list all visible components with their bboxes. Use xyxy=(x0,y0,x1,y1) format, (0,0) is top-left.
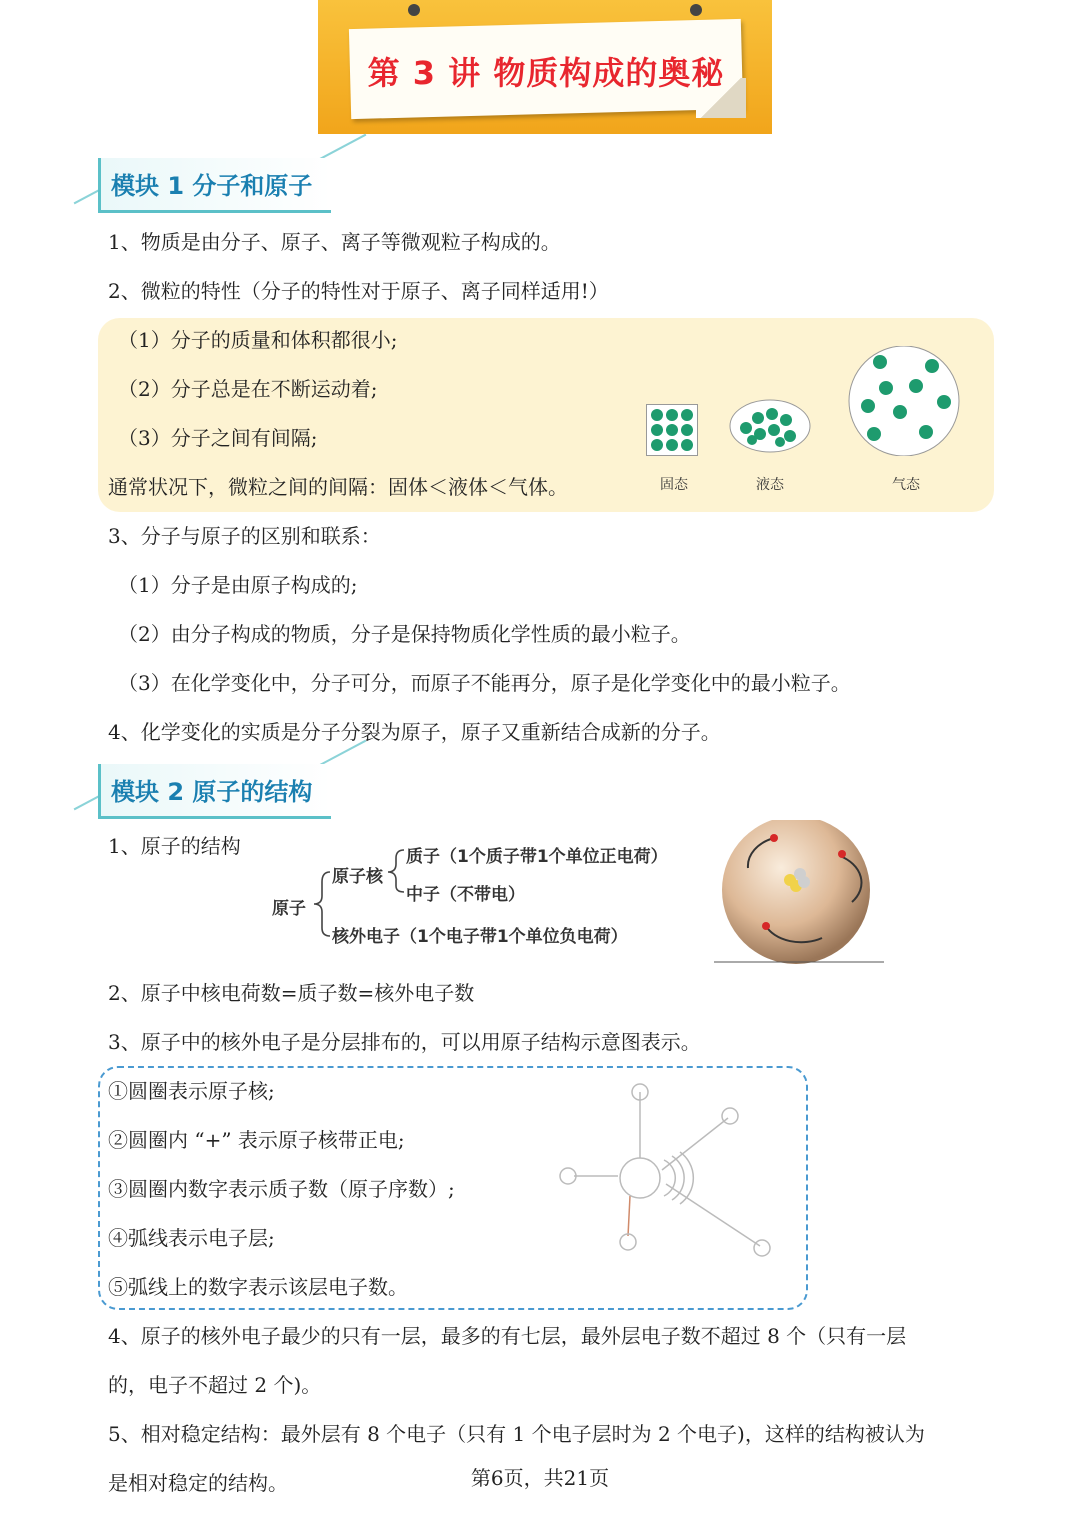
atom-label: 原子 xyxy=(272,899,306,919)
text-line: ④弧线表示电子层; xyxy=(108,1226,275,1250)
text-line: （2）由分子构成的物质，分子是保持物质化学性质的最小粒子。 xyxy=(118,622,691,646)
text-line: 2、微粒的特性（分子的特性对于原子、离子同样适用!） xyxy=(108,279,609,303)
solid-state-figure xyxy=(646,404,698,456)
gas-state-figure xyxy=(846,346,962,456)
solid-molecules xyxy=(647,405,697,455)
pin-icon xyxy=(690,4,702,16)
liquid-label: 液态 xyxy=(756,477,784,493)
text-line: 4、原子的核外电子最少的只有一层，最多的有七层，最外层电子数不超过 8 个（只有一层 xyxy=(108,1324,907,1348)
module-2-title: 模块 2 原子的结构 xyxy=(111,778,313,806)
atom-model-illustration xyxy=(708,820,888,976)
text-line: 3、原子中的核外电子是分层排布的，可以用原子结构示意图表示。 xyxy=(108,1030,701,1054)
text-line: （3）分子之间有间隔; xyxy=(118,426,318,450)
module-2-header xyxy=(98,764,331,819)
module-1-header xyxy=(98,158,331,213)
nucleus-label: 原子核 xyxy=(332,867,383,887)
neutron-label: 中子（不带电） xyxy=(406,885,525,905)
text-line: 5、相对稳定结构：最外层有 8 个电子（只有 1 个电子层时为 2 个电子)，这样的结构被认为 xyxy=(108,1422,925,1446)
liquid-state-figure xyxy=(728,398,812,454)
text-line: 4、化学变化的实质是分子分裂为原子，原子又重新结合成新的分子。 xyxy=(108,720,721,744)
module-1-title: 模块 1 分子和原子 xyxy=(111,172,313,200)
text-line: 3、分子与原子的区别和联系： xyxy=(108,524,381,548)
text-line: 1、物质是由分子、原子、离子等微观粒子构成的。 xyxy=(108,230,561,254)
text-line: ②圆圈内 “+” 表示原子核带正电; xyxy=(108,1128,405,1152)
page-title: 第 3 讲 物质构成的奥秘 xyxy=(367,54,725,92)
text-line: （1）分子是由原子构成的; xyxy=(118,573,358,597)
text-line: 通常状况下，微粒之间的间隔：固体＜液体＜气体。 xyxy=(108,475,568,499)
text-line: 2、原子中核电荷数=质子数=核外电子数 xyxy=(108,981,475,1005)
pin-icon xyxy=(408,4,420,16)
electron-label: 核外电子（1个电子带1个单位负电荷） xyxy=(332,927,628,947)
gas-label: 气态 xyxy=(892,477,920,493)
proton-label: 质子（1个质子带1个单位正电荷） xyxy=(406,847,668,867)
text-line: 1、原子的结构 xyxy=(108,834,241,858)
text-line: ⑤弧线上的数字表示该层电子数。 xyxy=(108,1275,408,1299)
text-line: （1）分子的质量和体积都很小; xyxy=(118,328,398,352)
text-line: 的，电子不超过 2 个)。 xyxy=(108,1373,322,1397)
text-line: （2）分子总是在不断运动着; xyxy=(118,377,378,401)
text-line: ①圆圈表示原子核; xyxy=(108,1079,275,1103)
page-number: 第6页，共21页 xyxy=(470,1466,610,1490)
atomic-structure-diagram xyxy=(556,1080,776,1294)
text-line: 是相对稳定的结构。 xyxy=(108,1471,288,1495)
text-line: （3）在化学变化中，分子可分，而原子不能再分，原子是化学变化中的最小粒子。 xyxy=(118,671,851,695)
text-line: ③圆圈内数字表示质子数（原子序数）; xyxy=(108,1177,455,1201)
solid-label: 固态 xyxy=(660,477,688,493)
